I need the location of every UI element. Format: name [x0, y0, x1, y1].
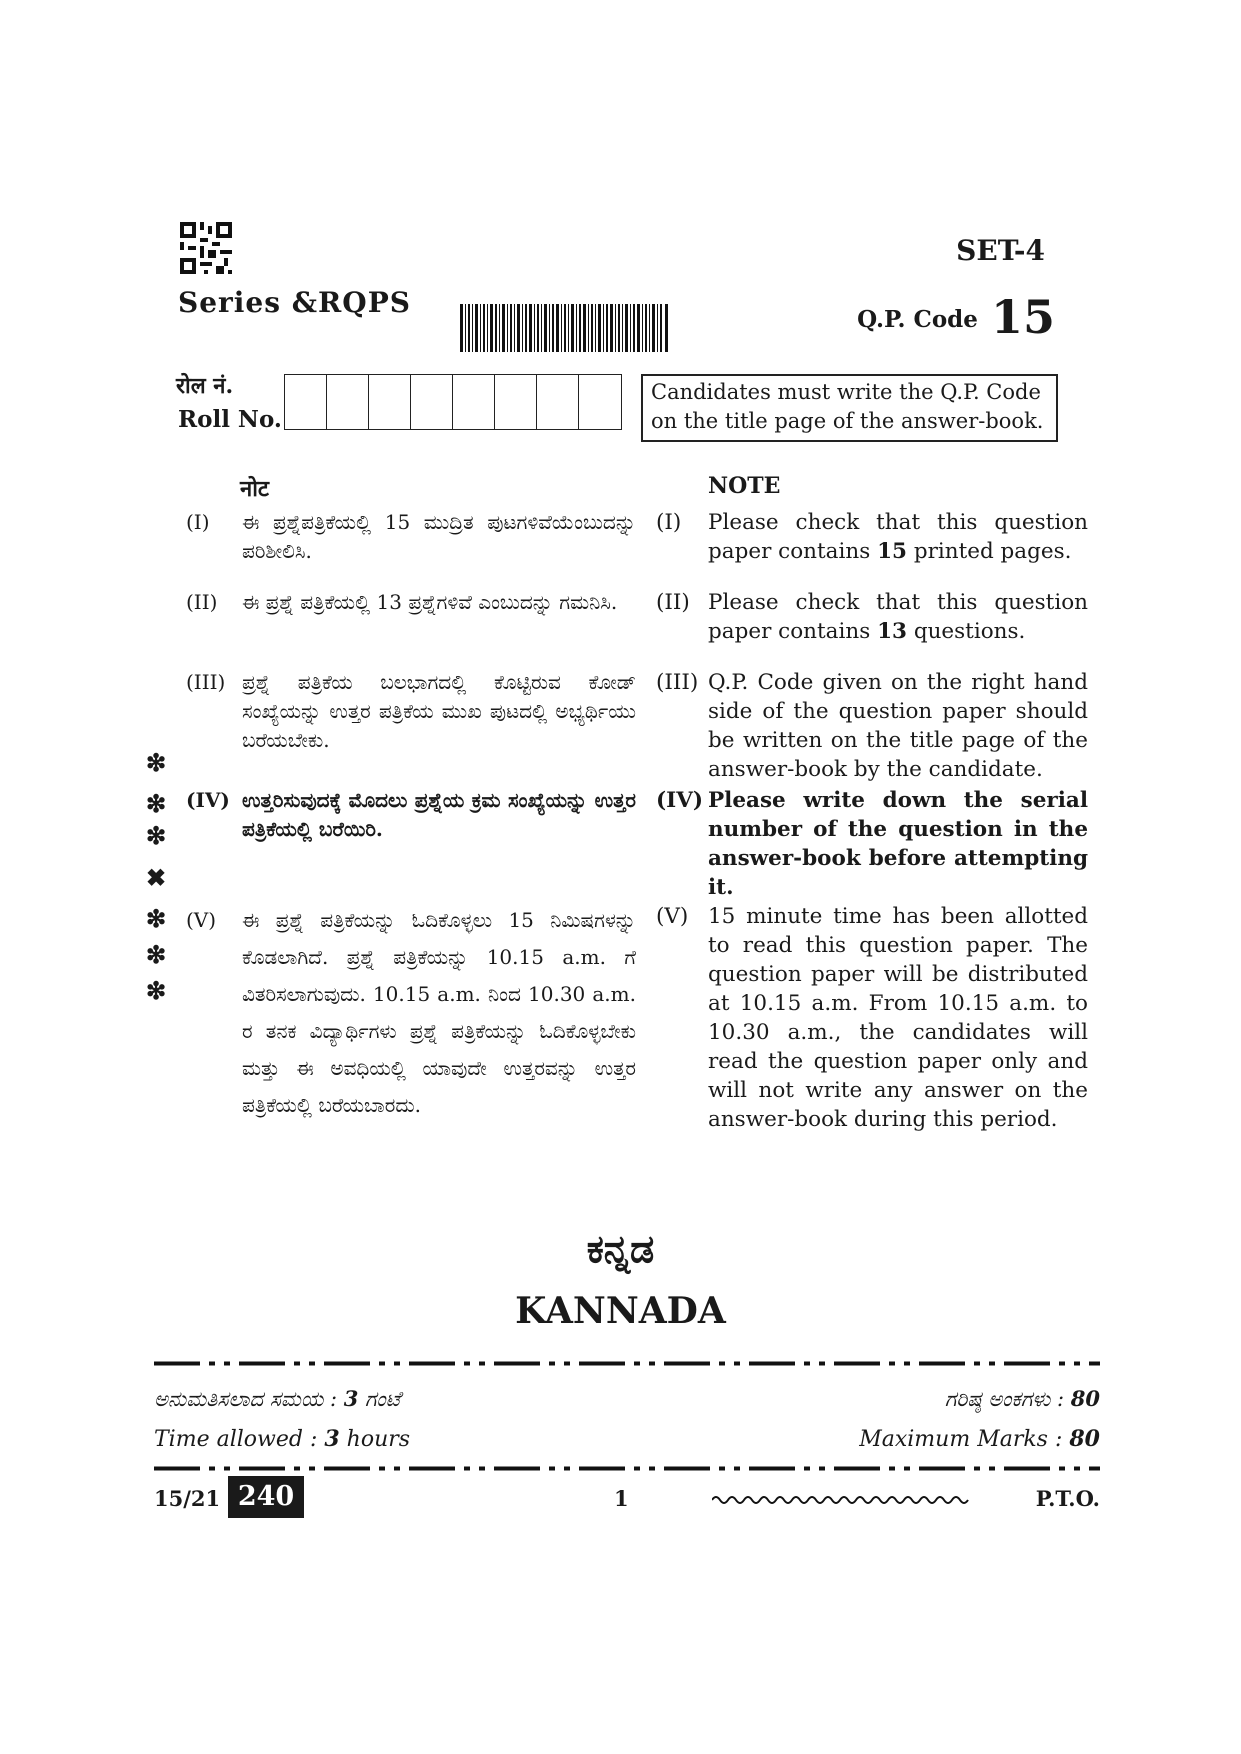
note-kannada-item	[186, 588, 636, 617]
note-number: (IV)	[186, 788, 230, 812]
margin-asterisk-icon: ❇	[146, 940, 167, 969]
note-heading-english: NOTE	[708, 473, 781, 499]
note-number: (IV)	[656, 788, 704, 813]
series-label: Series &RQPS	[178, 286, 411, 319]
time-allowed-english: Time allowed : 3 hours	[154, 1426, 411, 1452]
max-marks-english: Maximum Marks : 80	[859, 1426, 1100, 1452]
qp-code-label: Q.P. Code	[857, 306, 978, 333]
qp-code	[857, 290, 1055, 344]
subject-title-kannada: ಕನ್ನಡ	[586, 1226, 655, 1271]
roll-digit-box[interactable]	[285, 375, 327, 429]
note-english-item	[656, 786, 1088, 902]
margin-asterisk-icon: ❇	[146, 748, 167, 777]
paper-number-box: 240	[228, 1476, 304, 1518]
wavy-line-decoration	[712, 1492, 972, 1508]
note-text: ಈ ಪ್ರಶ್ನೆಪತ್ರಿಕೆಯಲ್ಲಿ 15 ಮುದ್ರಿತ ಪುಟಗಳಿವೆಯೆಂಬುದನ್ನು ಪರಿಶೀಲಿಸಿ.	[242, 510, 636, 563]
roll-digit-box[interactable]	[537, 375, 579, 429]
set-code: SET-4	[956, 234, 1045, 267]
note-text: Please check that this question paper contains 15 printed pages.	[708, 510, 1088, 564]
max-marks-kannada: ಗರಿಷ್ಠ ಅಂಕಗಳು : 80	[944, 1386, 1100, 1411]
note-english-item	[656, 588, 1088, 646]
note-text: ಈ ಪ್ರಶ್ನೆ ಪತ್ರಿಕೆಯಲ್ಲಿ 13 ಪ್ರಶ್ನೆಗಳಿವೆ ಎಂಬುದನ್ನು ಗಮನಿಸಿ.	[242, 590, 618, 614]
time-allowed-kannada: ಅನುಮತಿಸಲಾದ ಸಮಯ : 3 ಗಂಟೆ	[154, 1386, 401, 1411]
roll-number-boxes[interactable]	[284, 374, 622, 430]
note-number: (V)	[656, 904, 689, 929]
note-text: ಈ ಪ್ರಶ್ನೆ ಪತ್ರಿಕೆಯನ್ನು ಓದಿಕೊಳ್ಳಲು 15 ನಿಮಿಷಗಳನ್ನು ಕೊಡಲಾಗಿದೆ. ಪ್ರಶ್ನೆ ಪತ್ರಿಕೆಯನ್ನು 10.15 a.m. ಗೆ ವಿತರಿಸಲಾಗುವುದು. 10.15 a.m. ನಿಂದ 10.30 a.m. ರ ತನಕ ವಿದ್ಯಾರ್ಥಿಗಳು ಪ್ರಶ್ನೆ ಪತ್ರಿಕೆಯನ್ನು ಓದಿಕೊಳ್ಳಬೇಕು ಮತ್ತು ಈ ಅವಧಿಯಲ್ಲಿ ಯಾವುದೇ ಉತ್ತರವನ್ನು ಉತ್ತರ ಪತ್ರಿಕೆಯಲ್ಲಿ ಬರೆಯಬಾರದು.	[242, 908, 636, 1117]
margin-asterisk-icon: ❇	[146, 976, 167, 1005]
note-kannada-item	[186, 902, 636, 1124]
note-english-item	[656, 668, 1088, 784]
dashed-divider	[154, 1361, 1100, 1366]
qr-code	[180, 222, 232, 274]
candidate-instruction-box: Candidates must write the Q.P. Code on the title page of the answer-book.	[641, 374, 1058, 442]
note-number: (I)	[186, 510, 210, 534]
note-heading-kannada: नोट	[240, 476, 269, 502]
note-kannada-item	[186, 668, 636, 755]
subject-title-english: KANNADA	[515, 1290, 726, 1332]
note-number: (III)	[186, 670, 226, 694]
margin-asterisk-icon: ❇	[146, 904, 167, 933]
note-kannada-item	[186, 786, 636, 844]
pto-label: P.T.O.	[1035, 1486, 1100, 1511]
dashed-divider	[154, 1466, 1100, 1471]
page-number: 1	[614, 1486, 629, 1511]
note-number: (II)	[186, 590, 218, 614]
note-english-item	[656, 508, 1088, 566]
note-number: (I)	[656, 510, 682, 535]
note-text: Please write down the serial number of the question in the answer-book before attempting it.	[708, 788, 1088, 900]
note-number: (III)	[656, 670, 699, 695]
note-kannada-item	[186, 508, 636, 566]
roll-digit-box[interactable]	[327, 375, 369, 429]
roll-digit-box[interactable]	[579, 375, 621, 429]
paper-code: 15/21	[154, 1486, 221, 1511]
note-text: Please check that this question paper contains 13 questions.	[708, 590, 1088, 644]
note-text: 15 minute time has been allotted to read this question paper. The question paper will be distributed at 10.15 a.m. From 10.15 a.m. to 10.30 a.m., the candidates will read the question paper only and will not write any answer on the answer-book during this period.	[708, 904, 1088, 1132]
margin-cross-icon: ✖	[146, 863, 167, 892]
roll-digit-box[interactable]	[369, 375, 411, 429]
roll-label-hindi: रोल नं.	[176, 373, 234, 399]
note-text: ಪ್ರಶ್ನೆ ಪತ್ರಿಕೆಯ ಬಲಭಾಗದಲ್ಲಿ ಕೊಟ್ಟಿರುವ ಕೋಡ್ ಸಂಖ್ಯೆಯನ್ನು ಉತ್ತರ ಪತ್ರಿಕೆಯ ಮುಖ ಪುಟದಲ್ಲಿ ಅಭ್ಯರ್ಥಿಯು ಬರೆಯಬೇಕು.	[242, 670, 636, 752]
note-number: (V)	[186, 908, 217, 932]
roll-label-english: Roll No.	[178, 406, 282, 433]
note-english-item	[656, 902, 1088, 1134]
margin-asterisk-icon: ❇	[146, 789, 167, 818]
roll-digit-box[interactable]	[453, 375, 495, 429]
note-text: Q.P. Code given on the right hand side of the question paper should be written on the title page of the answer-book by the candidate.	[708, 670, 1088, 782]
roll-digit-box[interactable]	[495, 375, 537, 429]
note-text: ಉತ್ತರಿಸುವುದಕ್ಕೆ ಮೊದಲು ಪ್ರಶ್ನೆಯ ಕ್ರಮ ಸಂಖ್ಯೆಯನ್ನು ಉತ್ತರ ಪತ್ರಿಕೆಯಲ್ಲಿ ಬರೆಯಿರಿ.	[242, 788, 636, 841]
note-number: (II)	[656, 590, 690, 615]
margin-asterisk-icon: ❇	[146, 821, 167, 850]
barcode	[460, 304, 670, 352]
roll-digit-box[interactable]	[411, 375, 453, 429]
qp-code-value: 15	[990, 290, 1055, 344]
